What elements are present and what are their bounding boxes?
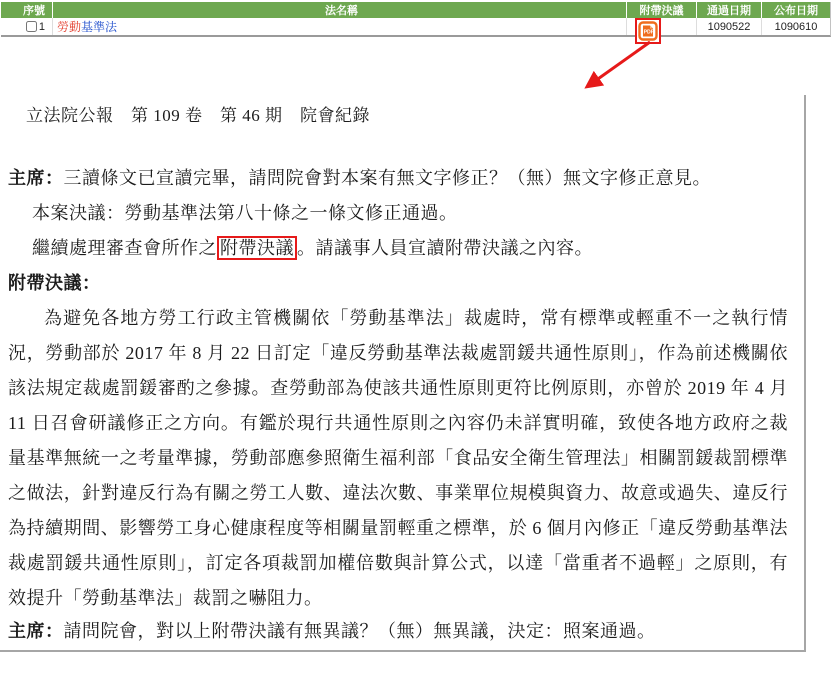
law-name-link[interactable] (57, 18, 117, 35)
header-publish-date: 公布日期 (774, 5, 818, 17)
publish-date-cell: 1090610 (774, 20, 818, 33)
chair-statement-2-text: 請問院會，對以上附帶決議有無異議？（無）無異議，決定：照案通過。 (63, 621, 656, 641)
attached-resolution-body: 為避免各地方勞工行政主管機關依「勞動基準法」裁處時，常有標準或輕重不一之執行情況，勞動部於 2017 年 8 月 22 日訂定「違反勞動基準法裁處罰鍰共通性原則」，作為前述機關依該法規定裁處罰鍰審酌之參據。查勞動部為使該共通性原則更符比例原則，亦曾於 2019 年 4 月 11 日召會研議修正之方向。有鑑於現行共通性原則之內容仍未詳實明確，致使各地方政府之裁量基準無統一之考量準據，勞動部應參照衛生福利部「食品安全衛生管理法」相關罰鍰裁罰標準之做法，針對違反行為有關之勞工人數、違法次數、事業單位規模與資力、故意或過失、違反行為持續期間、影響勞工身心健康程度等相關量罰輕重之標準，於 6 個月內修正「違反勞動基準法裁處罰鍰共通性原則」，訂定各項裁罰加權倍數與計算公式，以達「當重者不過輕」之原則，有效提升「勞動基準法」裁罰之嚇阻力。 (8, 308, 788, 608)
pass-date-cell: 1090522 (697, 18, 762, 35)
serial-cell (1, 18, 53, 35)
pdf-icon-label: PDF (643, 29, 654, 36)
gazette-title: 立法院公報 第 109 卷 第 46 期 院會紀錄 (26, 106, 370, 125)
chair-statement-2 (8, 616, 788, 646)
law-name-highlighted-term: 勞動 (57, 20, 82, 34)
results-table (1, 2, 831, 37)
law-name-cell (53, 18, 627, 35)
red-annotation-arrow (572, 37, 658, 97)
header-attachment: 附帶決議 (627, 2, 697, 18)
table-row (1, 18, 830, 35)
serial-number: 1 (38, 20, 45, 33)
speaker-label: 主席： (8, 168, 64, 188)
line-after-boxed: 。請議事人員宣讀附帶決議之內容。 (297, 238, 593, 258)
boxed-term-attached-resolution: 附帶決議 (217, 236, 297, 260)
chair-statement-1 (8, 161, 788, 196)
results-table-header-row (1, 2, 830, 18)
line-before-boxed: 繼續處理審查會所作之 (32, 238, 217, 258)
law-name-rest: 基準法 (81, 20, 118, 34)
row-select-checkbox[interactable] (26, 21, 37, 32)
header-serial: 序號 (1, 2, 53, 18)
header-pass-date: 通過日期 (697, 2, 762, 18)
attached-resolution-heading (8, 266, 788, 301)
chair-statement-1-text: 三讀條文已宣讀完畢，請問院會對本案有無文字修正？（無）無文字修正意見。 (63, 168, 711, 188)
attached-resolution-label: 附帶決議： (8, 273, 101, 293)
gazette-document-page (0, 95, 806, 652)
speaker-label-2: 主席： (8, 621, 64, 641)
attachment-cell (627, 18, 697, 35)
continue-processing-line (8, 231, 788, 266)
case-resolution-line: 本案決議：勞動基準法第八十條之一條文修正通過。 (32, 203, 458, 223)
header-law-name: 法名稱 (53, 2, 627, 18)
